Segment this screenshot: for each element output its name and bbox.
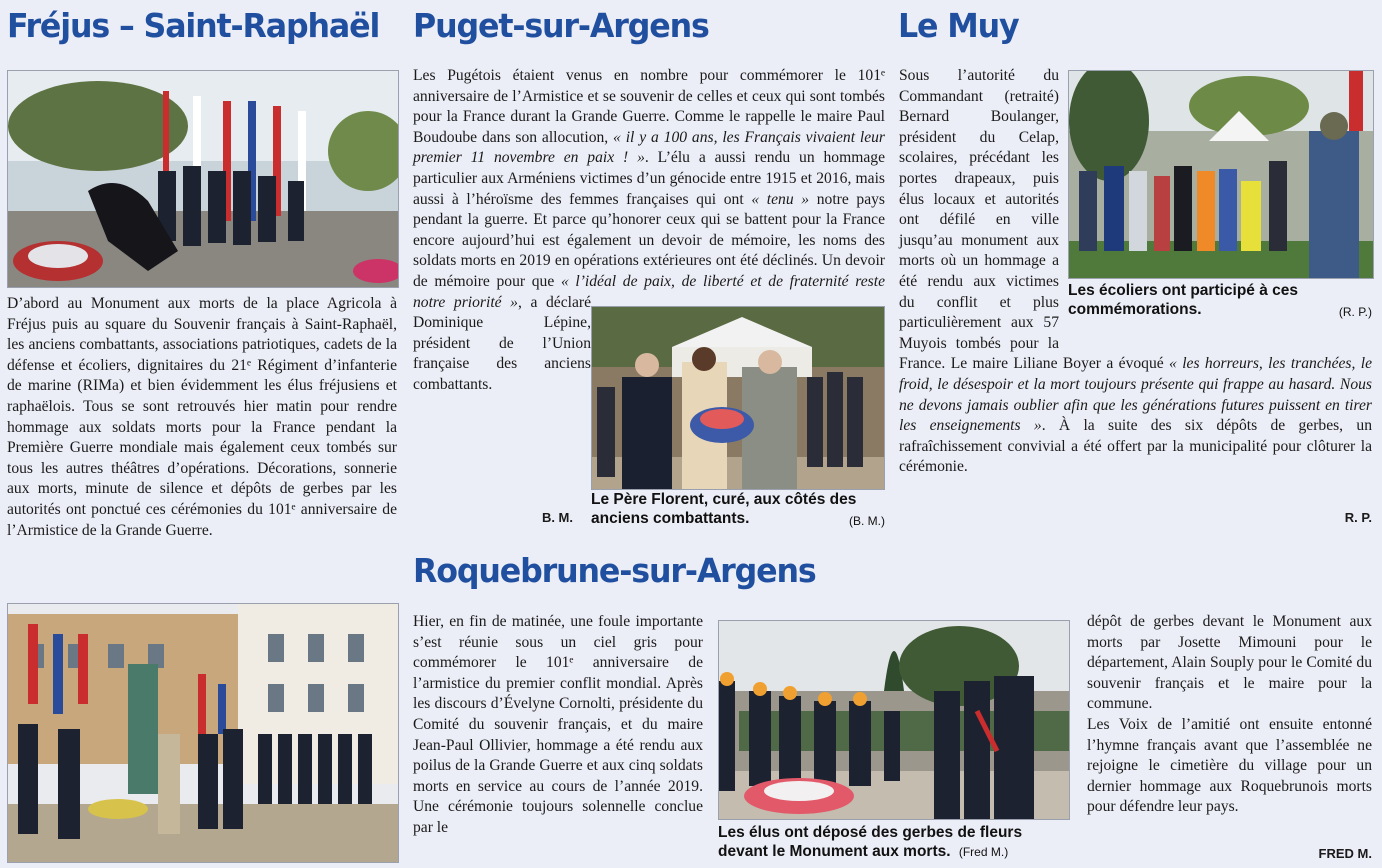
headline-roquebrune: Roquebrune-sur-Argens: [413, 551, 816, 590]
article-roquebrune-body-col1: Hier, en fin de matinée, une foule importante s’est réunie sous un ciel gris pour commémorer le 101ᵉ anniversaire de l’armistice du premier conflit mondial. Après les discours d’Évelyne Cornolti, présidente du Comité du souvenir français, et du maire Jean-Paul Ollivier, hommage a été rendu aux poilus de la Grande Guerre et aux cinq soldats morts en service au cours de l’année 2019. Une cérémonie toujours solennelle conclue par le: [413, 613, 703, 836]
roquebrune-photo-caption: [718, 823, 1068, 862]
photo-puget-veterans: [591, 306, 885, 490]
muy-quote: « les horreurs, les tranchées, le froid, le désespoir et la mort toujours présente qui frappe au hasard. Nous ne devons jamais oublier afin que les générations futures puissent en tirer les enseignements »: [899, 355, 1372, 435]
photo-roquebrune-officials: [718, 620, 1070, 820]
muy-photo-spacer: [1069, 66, 1372, 336]
headline-puget: Puget-sur-Argens: [413, 6, 709, 45]
puget-signature: B. M.: [541, 510, 573, 525]
headline-frejus: Fréjus – Saint-Raphaël: [7, 6, 380, 45]
muy-body-part2: . À la suite des six dépôts de gerbes, un rafraîchissement convivial a été offert par la municipalité pour clôturer la cérémonie.: [899, 417, 1372, 476]
photo-frejus-ceremony: [7, 70, 399, 288]
roquebrune-caption-credit: (Fred M.): [958, 845, 1009, 859]
puget-photo-caption: [591, 490, 885, 531]
article-frejus-body: D’abord au Monument aux morts de la place Agricola à Fréjus puis au square du Souvenir français à Saint-Raphaël, les anciens combattants, associations patriotiques, cadets de la défense et écoliers, dignitaires du 21ᵉ Régiment d’infanterie de marine (RIMa) et bien évidemment les élus fréjusiens et raphaëlois. Tous se sont retrouvés hier matin pour rendre hommage aux soldats morts pour la France pendant la Première Guerre mondiale mais également ceux tombés sur tous les autres théâtres d’opérations. Décorations, sonnerie aux morts, minute de silence et dépôts de gerbes par les autorités ont ponctué ces cérémonies du 101ᵉ anniversaire de l’Armistice de la Grande Guerre.: [7, 295, 397, 539]
roquebrune-signature: FRED M.: [1318, 846, 1372, 861]
puget-quote1: « il y a 100 ans, les Français vivaient leur premier 11 novembre en paix ! »: [413, 128, 885, 167]
muy-signature: R. P.: [1344, 510, 1372, 525]
roquebrune-col3-p1: dépôt de gerbes devant le Monument aux morts par Josette Mimouni pour le département, Alain Souply pour le Comité du souvenir français et le maire pour la commune.: [1087, 613, 1372, 713]
puget-caption-credit: (B. M.): [849, 514, 885, 528]
muy-body-part1: Sous l’autorité du Commandant (retraité) Bernard Boulanger, président du Celap, scolaires, précédant les portes drapeaux, puis élus locaux et autorités ont défilé en ville jusqu’au monument aux morts où un hommage a été rendu aux victimes du conflit et plus particulièrement aux 57 Muyois tombés pour la France. Le maire Liliane Boyer a évoqué: [899, 67, 1170, 373]
muy-caption-text: Les écoliers ont participé à ces commémorations.: [1068, 282, 1299, 318]
puget-body-part4: , a déclaré Dominique Lépine, président de l’Union française des anciens combattants.: [413, 293, 591, 393]
roquebrune-col3-p2: Les Voix de l’amitié ont ensuite entonné l’hymne français avant que l’assemblée ne rejoigne le cimetière du village pour un dernier hommage aux Roquebrunois morts pour défendre leur pays.: [1087, 715, 1372, 816]
muy-caption-credit: (R. P.): [1338, 305, 1372, 319]
article-roquebrune-body-col3: [1087, 612, 1372, 818]
puget-caption-text: Le Père Florent, curé, aux côtés des anciens combattants.: [591, 491, 857, 527]
puget-body-part3: notre pays pendant la guerre. Et parce qu’honorer ceux qui se battent pour la France encore aujourd’hui est également un devoir de mémoire, les noms des soldats morts en 2019 en opérations extérieures ont été déclinés. Un devoir de mémoire pour que: [413, 190, 885, 290]
roquebrune-caption-text: Les élus ont déposé des gerbes de fleurs devant le Monument aux morts.: [718, 824, 1023, 860]
photo-saint-raphael-monument: [7, 603, 399, 863]
puget-body-part1: Les Pugétois étaient venus en nombre pour commémorer le 101ᵉ anniversaire de l’Armistice et se souvenir de celles et ceux qui sont tombés pour la France durant la Grande Guerre. Comme le rappelle le maire Paul Boudoube dans son allocution,: [413, 67, 885, 146]
puget-quote3: « l’idéal de paix, de liberté et de fraternité reste notre priorité »: [413, 272, 885, 311]
puget-body-part2: . L’élu a aussi rendu un hommage particulier aux Arméniens victimes d’un génocide entre 1915 et 2016, mais aussi à l’héroïsme des femmes françaises qui ont: [413, 149, 885, 208]
headline-muy: Le Muy: [898, 6, 1019, 45]
article-muy-body: [899, 66, 1372, 510]
puget-quote2: « tenu »: [751, 190, 810, 208]
